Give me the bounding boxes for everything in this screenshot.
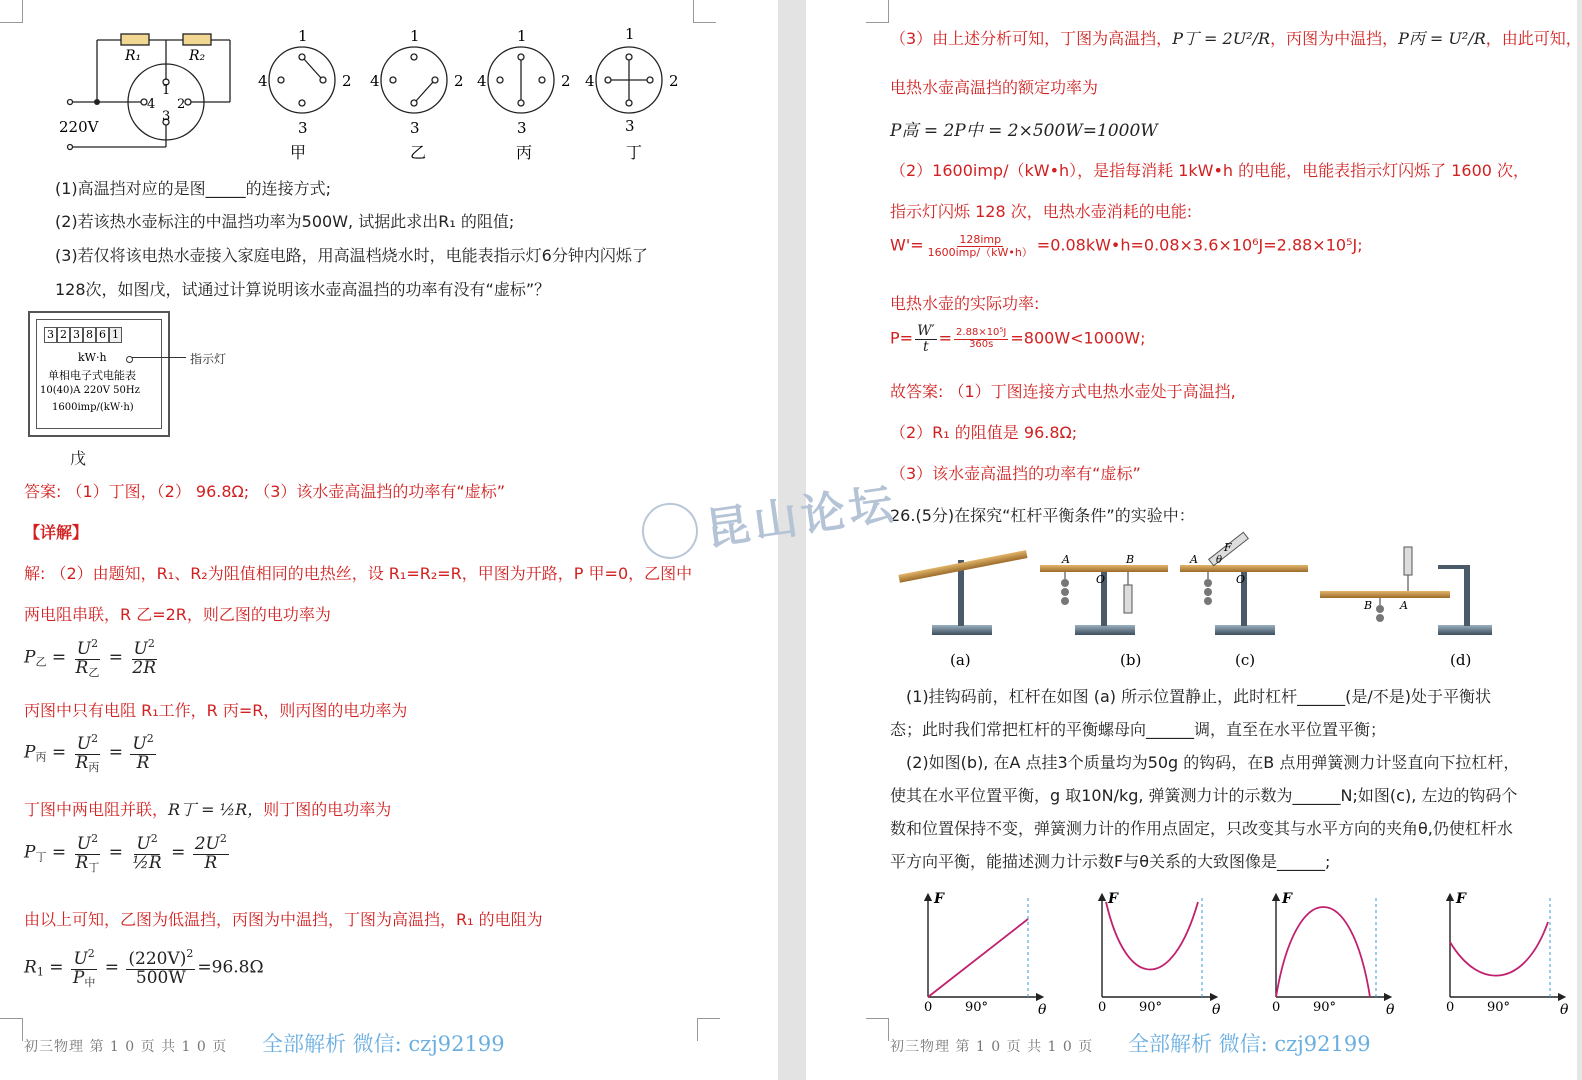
tick-label: 90° [965, 1000, 989, 1015]
q26-line-6: 平方向平衡，能描述测力计示数F与θ关系的大致图像是______; [890, 852, 1331, 871]
f-theta-curve [1450, 922, 1548, 976]
x-axis-label: θ [1038, 1002, 1047, 1018]
question-3: (3)若仅将该电热水壶接入家庭电路，用高温档烧水时，电能表指示灯6分钟内闪烁了 [55, 246, 648, 265]
indicator-leader [132, 357, 186, 358]
question-26-title: 26.(5分)在探究“杠杆平衡条件”的实验中： [890, 506, 1195, 525]
terminal-4: 4 [147, 97, 156, 112]
resistor-r1 [121, 34, 149, 45]
voltage-label: 220V [59, 118, 99, 136]
svg-text:O: O [1236, 573, 1246, 586]
svg-text:3: 3 [410, 119, 420, 137]
svg-text:3: 3 [298, 119, 308, 137]
svg-text:4: 4 [258, 72, 268, 90]
terminal-1: 1 [162, 83, 171, 98]
tick-label: 90° [1487, 1000, 1511, 1015]
watermark: 昆山论坛 [638, 467, 900, 566]
line-meter-constant: （2）1600imp/（kW•h），是指每消耗 1kW•h 的电能，电能表指示灯闪烁了 1600 次， [890, 161, 1530, 180]
equation-w: W'= $\frac{\text{128imp}}{\text{1600imp/（kW•h）}}$ =0.08kW•h=0.08×3.6×10⁶J=2.88×10⁵J; [890, 233, 1363, 259]
svg-text:4: 4 [477, 72, 487, 90]
svg-text:B: B [1364, 599, 1373, 612]
svg-text:B: B [1126, 553, 1135, 566]
origin-label: 0 [1446, 1000, 1455, 1015]
f-theta-curve [1276, 907, 1370, 997]
origin-label: 0 [924, 1000, 933, 1015]
detail-heading: 【详解】 [24, 523, 89, 542]
crop-mark [0, 1018, 23, 1041]
line-actual-power: 电热水壶的实际功率: [890, 294, 1040, 313]
question-2: (2)若该热水壶标注的中温挡功率为500W, 试据此求出R₁ 的阻值; [55, 212, 515, 231]
solution-line-4: 丁图中两电阻并联，R丁 = ½R，则丁图的电功率为 [24, 800, 392, 819]
crop-mark [866, 0, 889, 23]
crop-mark [697, 1018, 720, 1041]
svg-text:A: A [1190, 553, 1198, 566]
lever-caption-a: (a) [950, 651, 971, 669]
equation-p-bing: $P_丙$ = $\frac{U^2}{R_丙}$ = $\frac{U^2}{R}$ [24, 732, 154, 774]
q26-line-4: 使其在水平位置平衡，g 取10N/kg, 弹簧测力计的示数为______N;如图(c), 左边的钩码个 [890, 786, 1518, 805]
terminal-3: 3 [162, 109, 171, 124]
equation-p-high: P高 = 2P中 = 2×500W=1000W [890, 121, 1158, 141]
svg-text:2: 2 [669, 72, 679, 90]
lever-figures [890, 525, 1580, 675]
svg-text:2: 2 [342, 72, 352, 90]
footer-contact: 全部解析 微信: czj92199 [262, 1032, 505, 1056]
svg-text:1: 1 [298, 27, 308, 45]
footer-page-info: 初三物理 第 1 0 页 共 1 0 页 [890, 1039, 1094, 1055]
meter-unit: kW·h [78, 351, 107, 364]
origin-label: 0 [1272, 1000, 1281, 1015]
final-answer-1: 故答案: （1）丁图连接方式电热水壶处于高温挡, [890, 382, 1236, 401]
question-3-cont: 128次，如图戊，试通过计算说明该水壶高温挡的功率有没有“虚标”？ [55, 280, 551, 299]
q26-line-3: (2)如图(b), 在A 点挂3个质量均为50g 的钩码，在B 点用弹簧测力计竖直向下拉杠杆， [906, 753, 1520, 772]
solution-line-1: 解: （2）由题知，R₁、R₂为阻值相同的电热丝，设 R₁=R₂=R，甲图为开路，P 甲=0，乙图中 [24, 564, 693, 583]
y-axis-label: F [1282, 891, 1292, 907]
svg-text:1: 1 [625, 25, 635, 43]
svg-text:2: 2 [454, 72, 464, 90]
svg-text:4: 4 [585, 72, 595, 90]
circuit-figure [55, 22, 705, 167]
f-theta-curve [1106, 902, 1198, 970]
caption-ding: 丁 [626, 143, 643, 162]
q26-line-2: 态；此时我们常把杠杆的平衡螺母向______调，直至在水平位置平衡； [890, 720, 1387, 739]
q26-line-5: 数和位置保持不变，弹簧测力计的作用点固定，只改变其与水平方向的夹角θ,仍使杠杆水 [890, 819, 1513, 838]
solution-line-3: 丙图中只有电阻 R₁工作，R 丙=R，则丙图的电功率为 [24, 701, 408, 720]
svg-text:3: 3 [517, 119, 527, 137]
indicator-label: 指示灯 [190, 352, 227, 366]
crop-mark [0, 0, 23, 23]
r2-label: R₂ [189, 48, 206, 64]
watermark-logo-icon [638, 499, 701, 562]
svg-text:A: A [1400, 599, 1408, 612]
line-flash-count: 指示灯闪烁 128 次，电热水壶消耗的电能: [890, 202, 1193, 221]
energy-meter [28, 311, 170, 437]
tick-label: 90° [1139, 1000, 1163, 1015]
svg-text:4: 4 [370, 72, 380, 90]
lever-caption-d: (d) [1450, 651, 1472, 669]
crop-mark [866, 1018, 889, 1041]
line-high-temp: （3）由上述分析可知，丁图为高温挡，P丁 = 2U²/R，丙图为中温挡，P丙 = U²/R，由此可知， [890, 29, 1582, 48]
svg-text:F: F [1224, 541, 1232, 554]
x-axis-label: θ [1560, 1002, 1569, 1018]
crop-mark [693, 0, 716, 23]
y-axis-label: F [1108, 891, 1118, 907]
tick-label: 90° [1313, 1000, 1337, 1015]
equation-p-ding: $P_丁$ = $\frac{U^2}{R_丁}$ = $\frac{U^2}{\text{½R}}$ = $\frac{2U^2}{R}$ [24, 832, 227, 874]
line-rated-power: 电热水壶高温挡的额定功率为 [890, 78, 1099, 97]
y-axis-label: F [1456, 891, 1466, 907]
f-theta-graphs [906, 882, 1576, 1018]
solution-line-5: 由以上可知，乙图为低温挡，丙图为中温挡，丁图为高温挡，R₁ 的电阻为 [24, 910, 543, 929]
f-theta-curve [928, 919, 1028, 997]
meter-rating: 10(40)A 220V 50Hz [40, 385, 140, 396]
caption-yi: 乙 [410, 143, 427, 162]
q26-line-1: (1)挂钩码前，杠杆在如图 (a) 所示位置静止，此时杠杆______(是/不是)处于平衡状 [906, 687, 1492, 706]
solution-line-2: 两电阻串联，R 乙=2R，则乙图的电功率为 [24, 605, 331, 624]
resistor-r2 [183, 34, 211, 45]
meter-name: 单相电子式电能表 [48, 369, 136, 382]
final-answer-2: （2）R₁ 的阻值是 96.8Ω; [890, 423, 1078, 442]
equation-p-yi: $P_乙$ = $\frac{U^2}{R_乙}$ = $\frac{U^2}{2R}$ [24, 637, 157, 679]
caption-jia: 甲 [290, 143, 307, 162]
svg-text:2: 2 [561, 72, 571, 90]
footer-page-info: 初三物理 第 1 0 页 共 1 0 页 [24, 1039, 228, 1055]
final-answer-3: （3）该水壶高温挡的功率有“虚标” [890, 464, 1141, 483]
r1-label: R₁ [125, 48, 142, 64]
x-axis-label: θ [1212, 1002, 1221, 1018]
svg-text:O: O [1096, 573, 1106, 586]
right-page [702, 0, 1582, 1080]
svg-text:A: A [1062, 553, 1070, 566]
svg-text:1: 1 [410, 27, 420, 45]
x-axis-label: θ [1386, 1002, 1395, 1018]
terminal-2: 2 [177, 97, 186, 112]
svg-text:3: 3 [625, 117, 635, 135]
svg-text:1: 1 [517, 27, 527, 45]
caption-bing: 丙 [516, 143, 533, 162]
meter-caption: 戊 [70, 449, 87, 468]
meter-constant: 1600imp/(kW·h) [52, 402, 134, 413]
equation-r1: $R_1$ = $\frac{U^2}{P_中}$ = $\frac{(220V)^2}{500W}$ =96.8Ω [24, 947, 264, 989]
y-axis-label: F [934, 891, 944, 907]
equation-p: P= $\frac{W'}{t}$ = $\frac{\text{2.88×10⁵J}}{360s}$ =800W<1000W; [890, 323, 1146, 355]
lever-caption-b: (b) [1120, 651, 1142, 669]
answer: 答案: （1）丁图，（2） 96.8Ω; （3）该水壶高温挡的功率有“虚标” [24, 482, 506, 501]
footer-contact: 全部解析 微信: czj92199 [1128, 1032, 1371, 1056]
origin-label: 0 [1098, 1000, 1107, 1015]
question-1: (1)高温挡对应的是图_____的连接方式; [55, 179, 332, 198]
svg-text:θ: θ [1216, 555, 1223, 566]
meter-digits: 3 2 3 8 6 1 [44, 327, 122, 343]
lever-caption-c: (c) [1235, 651, 1256, 669]
